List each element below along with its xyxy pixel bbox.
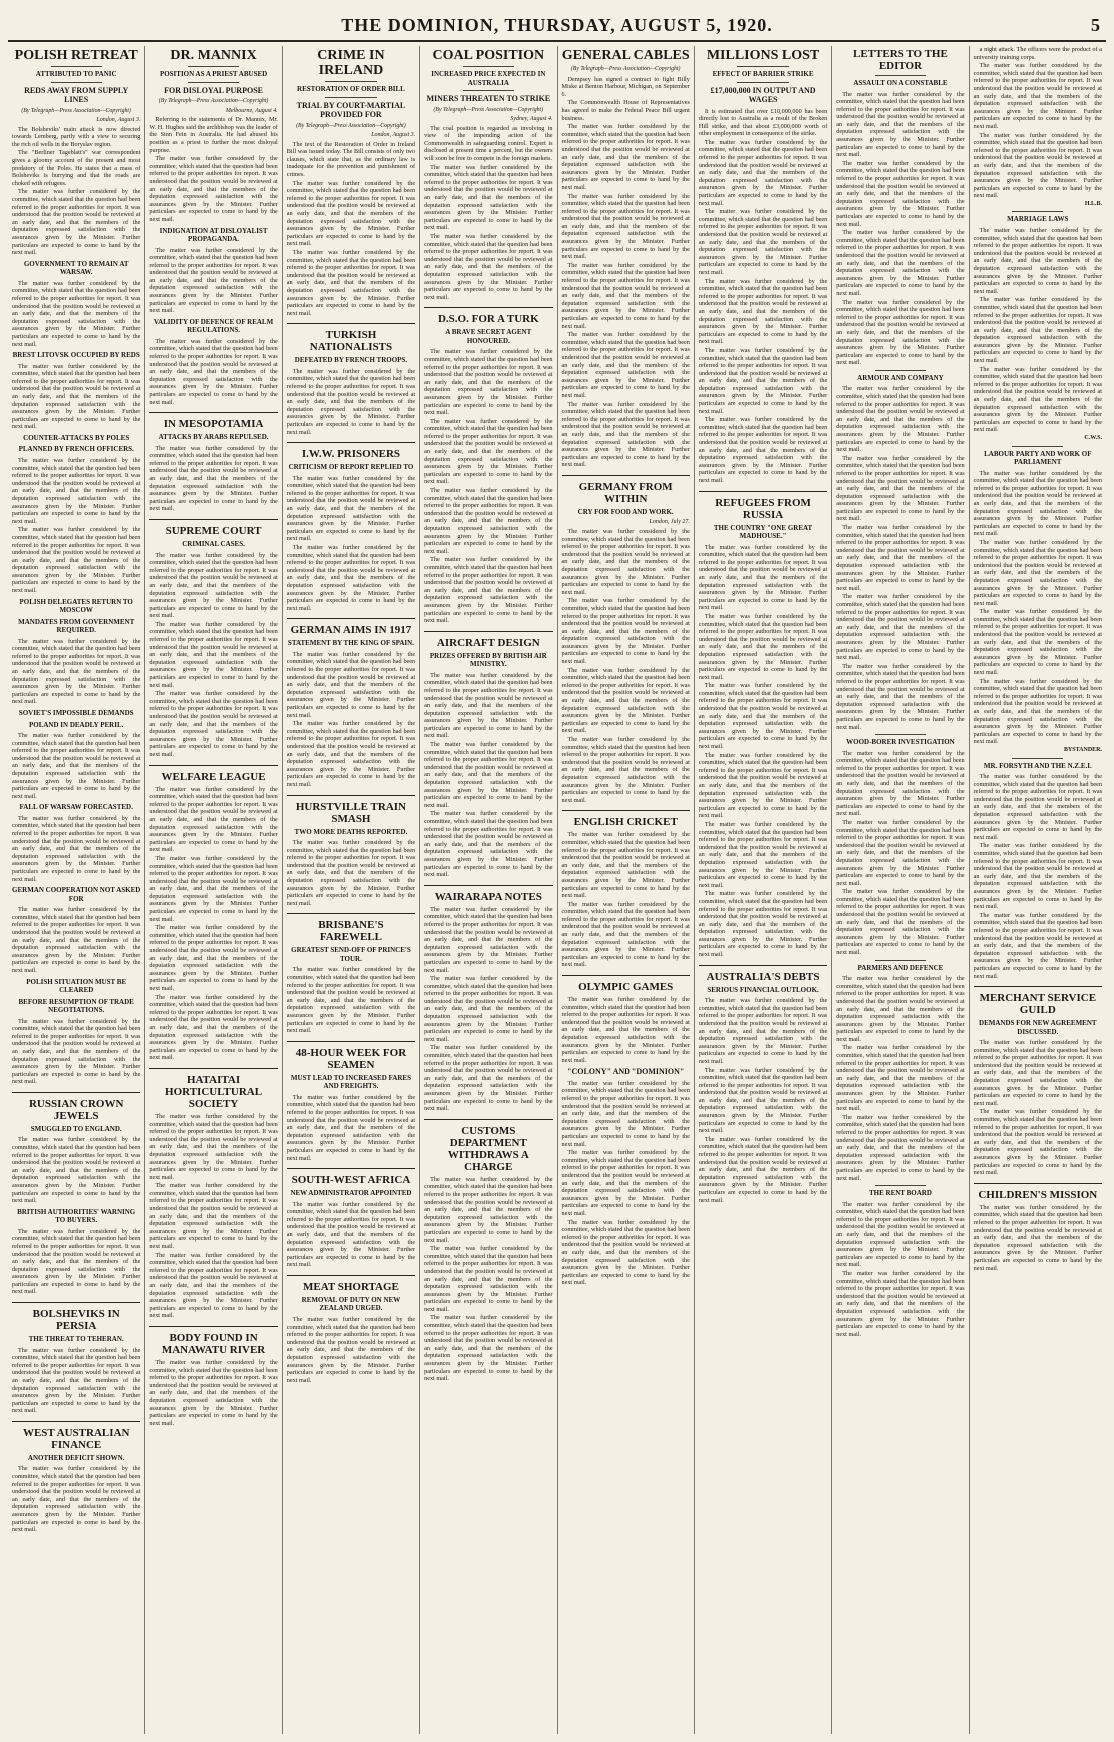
headline: 48-HOUR WEEK FOR SEAMEN — [295, 1046, 407, 1071]
subheading: RESTORATION OF ORDER BILL — [297, 85, 405, 93]
article-australias-debts — [699, 971, 827, 1205]
credit: (By Telegraph—Press Association—Copyright) — [21, 107, 131, 114]
article-dr-mannix — [149, 48, 277, 406]
paragraph: The matter was further considered by the committee, which stated that the question had been referred to the proper authorities for report. It was understood that the position would be reviewed at an early date, and that the members of the deputation expressed satisfaction with the assurances given by the Minister. Further particulars are expected to come to hand by the next mail. — [149, 551, 278, 620]
subheading: ATTACKS BY ARABS REPULSED. — [158, 433, 269, 442]
subheading: LABOUR PARTY AND WORK OF PARLIAMENT — [984, 449, 1092, 467]
subheading: SERIOUS FINANCIAL OUTLOOK. — [707, 985, 819, 994]
subheading: BREST LITOVSK OCCUPIED BY REDS — [12, 351, 140, 360]
article-olympic-games — [562, 981, 690, 1287]
headline: BODY FOUND IN MANAWATU RIVER — [161, 1331, 266, 1356]
headline: MEAT SHORTAGE — [302, 1280, 399, 1293]
article-letters-cont — [974, 46, 1102, 980]
paragraph: The matter was further considered by the committee, which stated that the question had been referred to the proper authorities for report. It was understood that the position would be reviewed at an early date, and that the members of the deputation expressed satisfaction with the assurances given by the Minister. Further particulars are expected to come to hand by the next mail. — [12, 732, 141, 800]
paragraph: Referring to the statements of Dr. Mannix, Mr. W. H. Hughes said the archbishop was the leader of the Sinn Fein in Australia. He had abused his position as a priest to further the most disloyal purpose. — [149, 116, 278, 154]
subheading: SMUGGLED TO ENGLAND. — [30, 1124, 122, 1133]
paragraph: The matter was further considered by the committee, which stated that the question had been referred to the proper authorities for report. It was understood that the position would be reviewed at an early date, and that the members of the deputation expressed satisfaction with the assurances given by the Minister. Further particulars are expected to come to hand by the next mail. — [286, 720, 416, 788]
subheading: "COLONY" AND "DOMINION" — [567, 1067, 685, 1077]
paragraph: The matter was further considered by the committee, which stated that the question had been referred to the proper authorities for report. It was understood that the position would be reviewed at an early date, and that the members of the deputation expressed satisfaction with the assurances given by the Minister. Further particulars are expected to come to hand by the next mail. — [286, 966, 416, 1035]
article-hataitai-society — [149, 1074, 277, 1320]
subheading: SOVIET'S IMPOSSIBLE DEMANDS — [18, 709, 134, 717]
paragraph: a night attack. The officers were the product of a university training corps. — [973, 46, 1102, 61]
subheading: DEMANDS FOR NEW AGREEMENT DISCUSSED. — [979, 1019, 1097, 1036]
paragraph: The matter was further considered by the committee, which stated that the question had been referred to the proper authorities for report. It was understood that the position would be reviewed at an early date, and that the members of the deputation expressed satisfaction with the assurances given by the Minister. Further particulars are expected to come to hand by the next mail. — [698, 208, 828, 276]
paragraph: The matter was further considered by the committee, which stated that the question had been referred to the proper authorities for report. It was understood that the position would be reviewed at an early date, and that the members of the deputation expressed satisfaction with the assurances given by the Minister. Further particulars are expected to come to hand by the next mail. — [836, 90, 965, 159]
paragraph: The matter was further considered by the committee, which stated that the question had been referred to the proper authorities for report. It was understood that the position would be reviewed at an early date, and that the members of the deputation expressed satisfaction with the assurances given by the Minister. Further particulars are expected to come to hand by the next mail. — [561, 527, 690, 596]
dateline: London, August 3. — [371, 132, 416, 139]
article-aircraft-design — [424, 637, 552, 879]
paragraph: The matter was further considered by the committee, which stated that the question had been referred to the proper authorities for report. It was understood that the position would be reviewed at an early date, and that the members of the deputation expressed satisfaction with the assurances given by the Minister. Further particulars are expected to come to hand by the next mail. — [973, 1039, 1102, 1107]
column-5 — [558, 46, 695, 1734]
paragraph: The matter was further considered by the committee, which stated that the question had been referred to the proper authorities for report. It was understood that the position would be reviewed at an early date, and that the members of the deputation expressed satisfaction with the assurances given by the Minister. Further particulars are expected to come to hand by the next mail. — [836, 385, 965, 454]
paragraph: The matter was further considered by the committee, which stated that the question had been referred to the proper authorities for report. It was understood that the position would be reviewed at an early date, and that the members of the deputation expressed satisfaction with the assurances given by the Minister. Further particulars are expected to come to hand by the next mail. — [561, 736, 690, 804]
paragraph: The matter was further considered by the committee, which stated that the question had been referred to the proper authorities for report. It was understood that the position would be reviewed at an early date, and that the members of the deputation expressed satisfaction with the assurances given by the Minister. Further particulars are expected to come to hand by the next mail. — [836, 1113, 965, 1182]
article-german-aims — [287, 624, 415, 788]
subheading: ANOTHER DEFICIT SHOWN. — [27, 1453, 125, 1462]
paragraph: The matter was further considered by the committee, which stated that the question had been referred to the proper authorities for report. It was understood that the position would be reviewed at an early date, and that the members of the deputation expressed satisfaction with the assurances given by the Minister. Further particulars are expected to come to hand by the next mail. — [836, 298, 965, 367]
subheading: POSITION AS A PRIEST ABUSED — [159, 70, 268, 78]
dateline: Sydney, August 4. — [510, 116, 553, 123]
article-germany-within — [562, 481, 690, 804]
article-dso-turk — [424, 313, 552, 624]
paragraph: The matter was further considered by the committee, which stated that the question had been referred to the proper authorities for report. It was understood that the position would be reviewed at an early date, and that the members of the deputation expressed satisfaction with the assurances given by the Minister. Further particulars are expected to come to hand by the next mail. — [149, 155, 278, 223]
paragraph: The matter was further considered by the committee, which stated that the question had been referred to the proper authorities for report. It was understood that the position would be reviewed at an early date, and that the members of the deputation expressed satisfaction with the assurances given by the Minister. Further particulars are expected to come to hand by the next mail. — [12, 1136, 141, 1205]
paragraph: The matter was further considered by the committee, which stated that the question had been referred to the proper authorities for report. It was understood that the position would be reviewed at an early date, and that the members of the deputation expressed satisfaction with the assurances given by the Minister. Further particulars are expected to come to hand by the next mail. — [424, 741, 553, 809]
article-turkish-nationalists — [287, 329, 415, 436]
paragraph: The matter was further considered by the committee, which stated that the question had been referred to the proper authorities for report. It was understood that the position would be reviewed at an early date, and that the members of the deputation expressed satisfaction with the assurances given by the Minister. Further particulars are expected to come to hand by the next mail. — [286, 179, 416, 248]
paragraph: The matter was further considered by the committee, which stated that the question had been referred to the proper authorities for report. It was understood that the position would be reviewed at an early date, and that the members of the deputation expressed satisfaction with the assurances given by the Minister. Further particulars are expected to come to hand by the next mail. — [424, 1044, 553, 1113]
paragraph: The matter was further considered by the committee, which stated that the question had been referred to the proper authorities for report. It was understood that the position would be reviewed at an early date, and that the members of the deputation expressed satisfaction with the assurances given by the Minister. Further particulars are expected to come to hand by the next mail. — [12, 362, 141, 431]
paragraph: The matter was further considered by the committee, which stated that the question had been referred to the proper authorities for report. It was understood that the position would be reviewed at an early date, and that the members of the deputation expressed satisfaction with the assurances given by the Minister. Further particulars are expected to come to hand by the next mail. — [561, 900, 690, 969]
paragraph: The matter was further considered by the committee, which stated that the question had been referred to the proper authorities for report. It was understood that the position would be reviewed at an early date, and that the members of the deputation expressed satisfaction with the assurances given by the Minister. Further particulars are expected to come to hand by the next mail. — [286, 1200, 416, 1269]
paragraph: Dempsey has signed a contract to fight Billy Miske at Benton Harbour, Michigan, on September 6. — [561, 75, 690, 98]
paragraph: The matter was further considered by the committee, which stated that the question had been referred to the proper authorities for report. It was understood that the position would be reviewed at an early date, and that the members of the deputation expressed satisfaction with the assurances given by the Minister. Further particulars are expected to come to hand by the next mail. — [973, 226, 1102, 295]
paragraph: The coal position is regarded as involving in view of the impending action of the Commonwealth in safeguarding control. Expert is disclosed at present time a percent, but the owners will soon be free to compete in the foreign markets. — [424, 124, 553, 163]
headline: GERMANY FROM WITHIN — [578, 480, 673, 505]
headline: WELFARE LEAGUE — [161, 770, 266, 783]
article-crown-jewels — [12, 1098, 140, 1296]
subheading: FALL OF WARSAW FORECASTED. — [19, 803, 133, 812]
paragraph: The matter was further considered by the committee, which stated that the question had been referred to the proper authorities for report. It was understood that the position would be reviewed at an early date, and that the members of the deputation expressed satisfaction with the assurances given by the Minister. Further particulars are expected to come to hand by the next mail. — [149, 993, 278, 1062]
subheading: WOOD-BORER INVESTIGATION — [846, 738, 955, 747]
paragraph: The matter was further considered by the committee, which stated that the question had been referred to the proper authorities for report. It was understood that the position would be reviewed at an early date, and that the members of the deputation expressed satisfaction with the assurances given by the Minister. Further particulars are expected to come to hand by the next mail. — [149, 924, 278, 992]
paragraph: The Bolsheviks' main attack is now directed towards Lemberg, partly with a view to securing the rich oil wells in the Boryslav region. — [12, 125, 141, 148]
subheading: CRIMINAL CASES. — [182, 540, 245, 549]
paragraph: The matter was further considered by the committee, which stated that the question had been referred to the proper authorities for report. It was understood that the position would be reviewed at an early date, and that the members of the deputation expressed satisfaction with the assurances given by the Minister. Further particulars are expected to come to hand by the next mail. — [836, 1270, 965, 1338]
signature: H.L.B. — [1084, 200, 1102, 207]
paragraph: The matter was further considered by the committee, which stated that the question had been referred to the proper authorities for report. It was understood that the position would be reviewed at an early date, and that the members of the deputation expressed satisfaction with the assurances given by the Minister. Further particulars are expected to come to hand by the next mail. — [12, 1346, 141, 1415]
paragraph: The matter was further considered by the committee, which stated that the question had been referred to the proper authorities for report. It was understood that the position would be reviewed at an early date, and that the members of the deputation expressed satisfaction with the assurances given by the Minister. Further particulars are expected to come to hand by the next mail. — [973, 62, 1102, 130]
paragraph: The matter was further considered by the committee, which stated that the question had been referred to the proper authorities for report. It was understood that the position would be reviewed at an early date, and that the members of the deputation expressed satisfaction with the assurances given by the Minister. Further particulars are expected to come to hand by the next mail. — [836, 662, 965, 731]
paragraph: The matter was further considered by the committee, which stated that the question had been referred to the proper authorities for report. It was understood that the position would be reviewed at an early date, and that the members of the deputation expressed satisfaction with the assurances given by the Minister. Further particulars are expected to come to hand by the next mail. — [698, 543, 828, 612]
paragraph: The matter was further considered by the committee, which stated that the question had been referred to the proper authorities for report. It was understood that the position would be reviewed at an early date, and that the members of the deputation expressed satisfaction with the assurances given by the Minister. Further particulars are expected to come to hand by the next mail. — [836, 454, 965, 523]
paragraph: The text of the Restoration of Order in Ireland Bill was issued today. The Bill consists of only two clauses, which state that, as the ordinary law is inadequate for the prevention and punishment of crimes. — [286, 140, 416, 179]
paragraph: The matter was further considered by the committee, which stated that the question had been referred to the proper authorities for report. It was understood that the position would be reviewed at an early date, and that the members of the deputation expressed satisfaction with the assurances given by the Minister. Further particulars are expected to come to hand by the next mail. — [698, 416, 828, 484]
subheading: ATTRIBUTED TO PANIC — [35, 70, 117, 78]
article-millions-lost — [699, 48, 827, 485]
paragraph: The matter was further considered by the committee, which stated that the question had been referred to the proper authorities for report. It was understood that the position would be reviewed at an early date, and that the members of the deputation expressed satisfaction with the assurances given by the Minister. Further particulars are expected to come to hand by the next mail. — [12, 637, 141, 706]
paragraph: The matter was further considered by the committee, which stated that the question had been referred to the proper authorities for report. It was understood that the position would be reviewed at an early date, and that the members of the deputation expressed satisfaction with the assurances given by the Minister. Further particulars are expected to come to hand by the next mail. — [12, 456, 141, 525]
paragraph: The matter was further considered by the committee, which stated that the question had been referred to the proper authorities for report. It was understood that the position would be reviewed at an early date, and that the members of the deputation expressed satisfaction with the assurances given by the Minister. Further particulars are expected to come to hand by the next mail. — [561, 597, 690, 666]
paragraph: The matter was further considered by the committee, which stated that the question had been referred to the proper authorities for report. It was understood that the position would be reviewed at an early date, and that the members of the deputation expressed satisfaction with the assurances given by the Minister. Further particulars are expected to come to hand by the next mail. — [12, 1465, 141, 1534]
headline: D.S.O. FOR A TURK — [437, 313, 539, 326]
paragraph: The matter was further considered by the committee, which stated that the question had been referred to the proper authorities for report. It was understood that the position would be reviewed at an early date, and that the members of the deputation expressed satisfaction with the assurances given by the Minister. Further particulars are expected to come to hand by the next mail. — [424, 348, 553, 417]
paragraph: The matter was further considered by the committee, which stated that the question had been referred to the proper authorities for report. It was understood that the position would be reviewed at an early date, and that the members of the deputation expressed satisfaction with the assurances given by the Minister. Further particulars are expected to come to hand by the next mail. — [561, 666, 690, 735]
paragraph: The matter was further considered by the committee, which stated that the question had been referred to the proper authorities for report. It was understood that the position would be reviewed at an early date, and that the members of the deputation expressed satisfaction with the assurances given by the Minister. Further particulars are expected to come to hand by the next mail. — [149, 1251, 278, 1320]
headline: POLISH RETREAT — [14, 48, 138, 63]
subheading: A BRAVE SECRET AGENT HONOURED. — [445, 328, 532, 345]
headline: BRISBANE'S FAREWELL — [318, 919, 384, 944]
subheading: REMOVAL OF DUTY ON NEW ZEALAND URGED. — [301, 1295, 401, 1313]
paragraph: The matter was further considered by the committee, which stated that the question had been referred to the proper authorities for report. It was understood that the position would be reviewed at an early date, and that the members of the deputation expressed satisfaction with the assurances given by the Minister. Further particulars are expected to come to hand by the next mail. — [12, 906, 141, 974]
subheading: TWO MORE DEATHS REPORTED. — [294, 827, 408, 836]
subheading: GOVERNMENT TO REMAIN AT WARSAW. — [23, 259, 129, 277]
paragraph: The matter was further considered by the committee, which stated that the question had been referred to the proper authorities for report. It was understood that the position would be reviewed at an early date, and that the members of the deputation expressed satisfaction with the assurances given by the Minister. Further particulars are expected to come to hand by the next mail. — [424, 1314, 553, 1383]
masthead — [8, 10, 1106, 42]
paragraph: The matter was further considered by the committee, which stated that the question had been referred to the proper authorities for report. It was understood that the position would be reviewed at an early date, and that the members of the deputation expressed satisfaction with the assurances given by the Minister. Further particulars are expected to come to hand by the next mail. — [286, 1315, 416, 1384]
subheading: BRITISH AUTHORITIES' WARNING TO BUYERS. — [17, 1207, 136, 1225]
subheading: EFFECT OF BARRIER STRIKE — [712, 70, 814, 78]
headline: MILLIONS LOST — [706, 48, 820, 63]
headline: LETTERS TO THE EDITOR — [853, 48, 948, 72]
paragraph: The matter was further considered by the committee, which stated that the question had been referred to the proper authorities for report. It was understood that the position would be reviewed at an early date, and that the members of the deputation expressed satisfaction with the assurances given by the Minister. Further particulars are expected to come to hand by the next mail. — [149, 337, 278, 406]
paragraph: The matter was further considered by the committee, which stated that the question had been referred to the proper authorities for report. It was understood that the position would be reviewed at an early date, and that the members of the deputation expressed satisfaction with the assurances given by the Minister. Further particulars are expected to come to hand by the next mail. — [698, 751, 828, 820]
paragraph: The matter was further considered by the committee, which stated that the question had been referred to the proper authorities for report. It was understood that the position would be reviewed at an early date, and that the members of the deputation expressed satisfaction with the assurances given by the Minister. Further particulars are expected to come to hand by the next mail. — [561, 1218, 690, 1287]
subheading: POLISH DELEGATES RETURN TO MOSCOW — [19, 597, 133, 615]
paragraph: The matter was further considered by the committee, which stated that the question had been referred to the proper authorities for report. It was understood that the position would be reviewed at an early date, and that the members of the deputation expressed satisfaction with the assurances given by the Minister. Further particulars are expected to come to hand by the next mail. — [424, 671, 553, 740]
paragraph: The matter was further considered by the committee, which stated that the question had been referred to the proper authorities for report. It was understood that the position would be reviewed at an early date, and that the members of the deputation expressed satisfaction with the assurances given by the Minister. Further particulars are expected to come to hand by the next mail. — [286, 544, 416, 612]
subheading: POLAND IN DEADLY PERIL. — [28, 720, 124, 729]
subheading: DEFEATED BY FRENCH TROOPS. — [294, 356, 408, 365]
headline: ENGLISH CRICKET — [573, 816, 678, 829]
paragraph: The matter was further considered by the committee, which stated that the question had been referred to the proper authorities for report. It was understood that the position would be reviewed at an early date, and that the members of the deputation expressed satisfaction with the assurances given by the Minister. Further particulars are expected to come to hand by the next mail. — [424, 810, 553, 879]
subheading: COUNTER-ATTACKS BY POLES — [23, 433, 130, 442]
subheading: GERMAN COOPERATION NOT ASKED FOR — [12, 886, 141, 903]
paragraph: The matter was further considered by the committee, which stated that the question had been referred to the proper authorities for report. It was understood that the position would be reviewed at an early date, and that the members of the deputation expressed satisfaction with the assurances given by the Minister. Further particulars are expected to come to hand by the next mail. — [149, 690, 278, 758]
article-seamen — [287, 1047, 415, 1162]
headline: HATAITAI HORTICULTURAL SOCIETY — [165, 1073, 263, 1110]
headline: SOUTH-WEST AFRICA — [291, 1174, 411, 1187]
paragraph: The matter was further considered by the committee, which stated that the question had been referred to the proper authorities for report. It was understood that the position would be reviewed at an early date, and that the members of the deputation expressed satisfaction with the assurances given by the Minister. Further particulars are expected to come to hand by the next mail. — [836, 1200, 965, 1269]
paragraph: The matter was further considered by the committee, which stated that the question had been referred to the proper authorities for report. It was understood that the position would be reviewed at an early date, and that the members of the deputation expressed satisfaction with the assurances given by the Minister. Further particulars are expected to come to hand by the next mail. — [973, 911, 1102, 980]
article-wairarapa — [424, 891, 552, 1113]
headline: CUSTOMS DEPARTMENT WITHDRAWS A CHARGE — [447, 1124, 529, 1173]
paragraph: The matter was further considered by the committee, which stated that the question had been referred to the proper authorities for report. It was understood that the position would be reviewed at an early date, and that the members of the deputation expressed satisfaction with the assurances given by the Minister. Further particulars are expected to come to hand by the next mail. — [973, 1108, 1102, 1177]
subheading: BEFORE RESUMPTION OF TRADE NEGOTIATIONS. — [18, 997, 134, 1015]
paragraph: The matter was further considered by the committee, which stated that the question had been referred to the proper authorities for report. It was understood that the position would be reviewed at an early date, and that the members of the deputation expressed satisfaction with the assurances given by the Minister. Further particulars are expected to come to hand by the next mail. — [424, 487, 553, 555]
subheading: PRIZES OFFERED BY BRITISH AIR MINISTRY. — [429, 651, 547, 669]
headline: CHILDREN'S MISSION — [978, 1188, 1098, 1201]
paragraph: The matter was further considered by the committee, which stated that the question had been referred to the proper authorities for report. It was understood that the position would be reviewed at an early date, and that the members of the deputation expressed satisfaction with the assurances given by the Minister. Further particulars are expected to come to hand by the next mail. — [286, 839, 416, 907]
article-refugees-russia — [699, 497, 827, 959]
paragraph: The matter was further considered by the committee, which stated that the question had been referred to the proper authorities for report. It was understood that the position would be reviewed at an early date, and that the members of the deputation expressed satisfaction with the assurances given by the Minister. Further particulars are expected to come to hand by the next mail. — [836, 818, 965, 887]
paragraph: The matter was further considered by the committee, which stated that the question had been referred to the proper authorities for report. It was understood that the position would be reviewed at an early date, and that the members of the deputation expressed satisfaction with the assurances given by the Minister. Further particulars are expected to come to hand by the next mail. — [286, 249, 416, 317]
paragraph: The matter was further considered by the committee, which stated that the question had been referred to the proper authorities for report. It was understood that the position would be reviewed at an early date, and that the members of the deputation expressed satisfaction with the assurances given by the Minister. Further particulars are expected to come to hand by the next mail. — [149, 854, 278, 923]
paragraph: It is estimated that over £10,000,000 has been directly lost to Australia as a result of the Broken Hill strike, and that about £3,000,000 worth of other employment in consequence of the strike. — [698, 107, 828, 138]
subheading: MUST LEAD TO INCREASED FARES AND FREIGHTS. — [290, 1073, 411, 1091]
paragraph: The matter was further considered by the committee, which stated that the question had been referred to the proper authorities for report. It was understood that the position would be reviewed at an early date, and that the members of the deputation expressed satisfaction with the assurances given by the Minister. Further particulars are expected to come to hand by the next mail. — [561, 996, 690, 1064]
article-crime-ireland — [287, 48, 415, 317]
subheading: INCREASED PRICE EXPECTED IN AUSTRALIA — [431, 70, 546, 87]
article-merchant-service — [974, 992, 1102, 1177]
headline: GENERAL CABLES — [561, 48, 690, 63]
signature: BYSTANDER. — [1063, 746, 1102, 753]
paragraph: The matter was further considered by the committee, which stated that the question had been referred to the proper authorities for report. It was understood that the position would be reviewed at an early date, and that the members of the deputation expressed satisfaction with the assurances given by the Minister. Further particulars are expected to come to hand by the next mail. — [698, 1066, 828, 1135]
paragraph: The matter was further considered by the committee, which stated that the question had been referred to the proper authorities for report. It was understood that the position would be reviewed at an early date, and that the members of the deputation expressed satisfaction with the assurances given by the Minister. Further particulars are expected to come to hand by the next mail. — [973, 131, 1102, 200]
masthead-title: THE DOMINION, THURSDAY, AUGUST 5, 1920. — [341, 14, 773, 35]
headline: AUSTRALIA'S DEBTS — [706, 970, 820, 983]
credit: (By Telegraph—Press Association—Copyright) — [570, 66, 681, 72]
headline: RUSSIAN CROWN JEWELS — [28, 1097, 124, 1122]
headline: AIRCRAFT DESIGN — [436, 636, 540, 649]
subheading: FOR DISLOYAL PURPOSE — [164, 85, 263, 95]
paragraph: The matter was further considered by the committee, which stated that the question had been referred to the proper authorities for report. It was understood that the position would be reviewed at an early date, and that the members of the deputation expressed satisfaction with the assurances given by the Minister. Further particulars are expected to come to hand by the next mail. — [561, 1079, 690, 1148]
paragraph: The matter was further considered by the committee, which stated that the question had been referred to the proper authorities for report. It was understood that the position would be reviewed at an early date, and that the members of the deputation expressed satisfaction with the assurances given by the Minister. Further particulars are expected to come to hand by the next mail. — [424, 417, 553, 486]
subheading: THE COUNTRY "ONE GREAT MADHOUSE." — [713, 523, 813, 541]
paragraph: The matter was further considered by the committee, which stated that the question had been referred to the proper authorities for report. It was understood that the position would be reviewed at an early date, and that the members of the deputation expressed satisfaction with the assurances given by the Minister. Further particulars are expected to come to hand by the next mail. — [973, 1203, 1102, 1272]
article-general-cables — [562, 48, 690, 469]
subheading: STATEMENT BY THE KING OF SPAIN. — [287, 639, 414, 648]
paragraph: The matter was further considered by the committee, which stated that the question had been referred to the proper authorities for report. It was understood that the position would be reviewed at an early date, and that the members of the deputation expressed satisfaction with the assurances given by the Minister. Further particulars are expected to come to hand by the next mail. — [286, 650, 416, 719]
paragraph: The matter was further considered by the committee, which stated that the question had been referred to the proper authorities for report. It was understood that the position would be reviewed at an early date, and that the members of the deputation expressed satisfaction with the assurances given by the Minister. Further particulars are expected to come to hand by the next mail. — [424, 975, 553, 1043]
subheading: MINERS THREATEN TO STRIKE — [426, 94, 551, 103]
headline: SUPREME COURT — [165, 525, 262, 538]
paragraph: The matter was further considered by the committee, which stated that the question had been referred to the proper authorities for report. It was understood that the position would be reviewed at an early date, and that the members of the deputation expressed satisfaction with the assurances given by the Minister. Further particulars are expected to come to hand by the next mail. — [424, 1245, 553, 1313]
paragraph: The matter was further considered by the committee, which stated that the question had been referred to the proper authorities for report. It was understood that the position would be reviewed at an early date, and that the members of the deputation expressed satisfaction with the assurances given by the Minister. Further particulars are expected to come to hand by the next mail. — [973, 538, 1102, 607]
headline: BOLSHEVIKS IN PERSIA — [32, 1308, 120, 1333]
paragraph: The matter was further considered by the committee, which stated that the question had been referred to the proper authorities for report. It was understood that the position would be reviewed at an early date, and that the members of the deputation expressed satisfaction with the assurances given by the Minister. Further particulars are expected to come to hand by the next mail. — [424, 556, 553, 625]
article-customs — [424, 1125, 552, 1383]
subheading: TRIAL BY COURT-MARTIAL PROVIDED FOR — [296, 100, 406, 119]
subheading: POLISH SITUATION MUST BE CLEARED — [26, 977, 127, 995]
paragraph: The matter was further considered by the committee, which stated that the question had been referred to the proper authorities for report. It was understood that the position would be reviewed at an early date, and that the members of the deputation expressed satisfaction with the assurances given by the Minister. Further particulars are expected to come to hand by the next mail. — [149, 444, 278, 513]
article-polish-retreat — [12, 48, 140, 1086]
paragraph: The matter was further considered by the committee, which stated that the question had been referred to the proper authorities for report. It was understood that the position would be reviewed at an early date, and that the members of the deputation expressed satisfaction with the assurances given by the Minister. Further particulars are expected to come to hand by the next mail. — [698, 612, 828, 681]
paragraph: The matter was further considered by the committee, which stated that the question had been referred to the proper authorities for report. It was understood that the position would be reviewed at an early date, and that the members of the deputation expressed satisfaction with the assurances given by the Minister. Further particulars are expected to come to hand by the next mail. — [561, 331, 690, 399]
subheading: ASSAULT ON A CONSTABLE — [853, 79, 948, 87]
article-welfare-league — [149, 771, 277, 1062]
paragraph: The matter was further considered by the committee, which stated that the question had been referred to the proper authorities for report. It was understood that the position would be reviewed at an early date, and that the members of the deputation expressed satisfaction with the assurances given by the Minister. Further particulars are expected to come to hand by the next mail. — [836, 888, 965, 957]
credit: (By Telegraph—Press Association—Copyright) — [433, 106, 544, 113]
paragraph: The matter was further considered by the committee, which stated that the question had been referred to the proper authorities for report. It was understood that the position would be reviewed at an early date, and that the members of the deputation expressed satisfaction with the assurances given by the Minister. Further particulars are expected to come to hand by the next mail. — [424, 233, 553, 301]
column-7 — [832, 46, 969, 1734]
paragraph: The matter was further considered by the committee, which stated that the question had been referred to the proper authorities for report. It was understood that the position would be reviewed at an early date, and that the members of the deputation expressed satisfaction with the assurances given by the Minister. Further particulars are expected to come to hand by the next mail. — [286, 1093, 416, 1162]
paragraph: The matter was further considered by the committee, which stated that the question had been referred to the proper authorities for report. It was understood that the position would be reviewed at an early date, and that the members of the deputation expressed satisfaction with the assurances given by the Minister. Further particulars are expected to come to hand by the next mail. — [973, 842, 1102, 911]
paragraph: The matter was further considered by the committee, which stated that the question had been referred to the proper authorities for report. It was understood that the position would be reviewed at an early date, and that the members of the deputation expressed satisfaction with the assurances given by the Minister. Further particulars are expected to come to hand by the next mail. — [836, 159, 965, 228]
credit: (By Telegraph—Press Association—Copyright) — [296, 122, 406, 129]
paragraph: The matter was further considered by the committee, which stated that the question had been referred to the proper authorities for report. It was understood that the position would be reviewed at an early date, and that the members of the deputation expressed satisfaction with the assurances given by the Minister. Further particulars are expected to come to hand by the next mail. — [149, 1182, 278, 1251]
paragraph: The matter was further considered by the committee, which stated that the question had been referred to the proper authorities for report. It was understood that the position would be reviewed at an early date, and that the members of the deputation expressed satisfaction with the assurances given by the Minister. Further particulars are expected to come to hand by the next mail. — [836, 1044, 965, 1113]
paragraph: The matter was further considered by the committee, which stated that the question had been referred to the proper authorities for report. It was understood that the position would be reviewed at an early date, and that the members of the deputation expressed satisfaction with the assurances given by the Minister. Further particulars are expected to come to hand by the next mail. — [698, 277, 828, 346]
paragraph: The matter was further considered by the committee, which stated that the question had been referred to the proper authorities for report. It was understood that the position would be reviewed at an early date, and that the members of the deputation expressed satisfaction with the assurances given by the Minister. Further particulars are expected to come to hand by the next mail. — [973, 773, 1102, 841]
subheading: VALIDITY OF DEFENCE OF REALM REGULATIONS. — [153, 317, 274, 335]
paragraph: The matter was further considered by the committee, which stated that the question had been referred to the proper authorities for report. It was understood that the position would be reviewed at an early date, and that the members of the deputation expressed satisfaction with the assurances given by the Minister. Further particulars are expected to come to hand by the next mail. — [561, 400, 690, 469]
article-sw-africa — [287, 1174, 415, 1269]
paragraph: The "Berliner Tageblatt's" war correspondent gives a gloomy account of the present and most predatory of the Poles. He states that a mass of Bolsheviks is hurrying and that the roads are choked with refugees. — [12, 149, 141, 187]
paragraph: The matter was further considered by the committee, which stated that the question had been referred to the proper authorities for report. It was understood that the position would be reviewed at an early date, and that the members of the deputation expressed satisfaction with the assurances given by the Minister. Further particulars are expected to come to hand by the next mail. — [149, 1358, 278, 1427]
column-3 — [283, 46, 420, 1734]
paragraph: The matter was further considered by the committee, which stated that the question had been referred to the proper authorities for report. It was understood that the position would be reviewed at an early date, and that the members of the deputation expressed satisfaction with the assurances given by the Minister. Further particulars are expected to come to hand by the next mail. — [698, 997, 828, 1065]
paragraph: The matter was further considered by the committee, which stated that the question had been referred to the proper authorities for report. It was understood that the position would be reviewed at an early date, and that the members of the deputation expressed satisfaction with the assurances given by the Minister. Further particulars are expected to come to hand by the next mail. — [149, 785, 278, 854]
paragraph: The matter was further considered by the committee, which stated that the question had been referred to the proper authorities for report. It was understood that the position would be reviewed at an early date, and that the members of the deputation expressed satisfaction with the assurances given by the Minister. Further particulars are expected to come to hand by the next mail. — [12, 188, 141, 257]
column-4 — [420, 46, 557, 1734]
page-number: 5 — [1091, 14, 1100, 35]
paragraph: The matter was further considered by the committee, which stated that the question had been referred to the proper authorities for report. It was understood that the position would be reviewed at an early date, and that the members of the deputation expressed satisfaction with the assurances given by the Minister. Further particulars are expected to come to hand by the next mail. — [698, 820, 828, 889]
dateline: London, August 3. — [96, 117, 141, 124]
subheading: INDIGNATION AT DISLOYALIST PROPAGANDA. — [159, 226, 268, 243]
subheading: GREATEST SEND-OFF OF PRINCE'S TOUR. — [291, 946, 411, 963]
paragraph: The matter was further considered by the committee, which stated that the question had been referred to the proper authorities for report. It was understood that the position would be reviewed at an early date, and that the members of the deputation expressed satisfaction with the assurances given by the Minister. Further particulars are expected to come to hand by the next mail. — [149, 246, 278, 315]
paragraph: The matter was further considered by the committee, which stated that the question had been referred to the proper authorities for report. It was understood that the position would be reviewed at an early date, and that the members of the deputation expressed satisfaction with the assurances given by the Minister. Further particulars are expected to come to hand by the next mail. — [561, 831, 690, 900]
article-supreme-court — [149, 525, 277, 759]
subheading: NEW ADMINISTRATOR APPOINTED — [290, 1189, 412, 1198]
paragraph: The matter was further considered by the committee, which stated that the question had been referred to the proper authorities for report. It was understood that the position would be reviewed at an early date, and that the members of the deputation expressed satisfaction with the assurances given by the Minister. Further particulars are expected to come to hand by the next mail. — [973, 608, 1102, 677]
paragraph: The matter was further considered by the committee, which stated that the question had been referred to the proper authorities for report. It was understood that the position would be reviewed at an early date, and that the members of the deputation expressed satisfaction with the assurances given by the Minister. Further particulars are expected to come to hand by the next mail. — [698, 346, 828, 415]
paragraph: The matter was further considered by the committee, which stated that the question had been referred to the proper authorities for report. It was understood that the position would be reviewed at an early date, and that the members of the deputation expressed satisfaction with the assurances given by the Minister. Further particulars are expected to come to hand by the next mail. — [561, 1149, 690, 1217]
paragraph: The matter was further considered by the committee, which stated that the question had been referred to the proper authorities for report. It was understood that the position would be reviewed at an early date, and that the members of the deputation expressed satisfaction with the assurances given by the Minister. Further particulars are expected to come to hand by the next mail. — [698, 138, 828, 207]
paragraph: The matter was further considered by the committee, which stated that the question had been referred to the proper authorities for report. It was understood that the position would be reviewed at an early date, and that the members of the deputation expressed satisfaction with the assurances given by the Minister. Further particulars are expected to come to hand by the next mail. — [836, 229, 965, 297]
credit: (By Telegraph—Press Association—Copyright) — [158, 98, 269, 104]
paragraph: The matter was further considered by the committee, which stated that the question had been referred to the proper authorities for report. It was understood that the position would be reviewed at an early date, and that the members of the deputation expressed satisfaction with the assurances given by the Minister. Further particulars are expected to come to hand by the next mail. — [561, 192, 690, 261]
paragraph: The matter was further considered by the committee, which stated that the question had been referred to the proper authorities for report. It was understood that the position would be reviewed at an early date, and that the members of the deputation expressed satisfaction with the assurances given by the Minister. Further particulars are expected to come to hand by the next mail. — [12, 814, 141, 883]
column-6 — [695, 46, 832, 1734]
article-bolsheviks-persia — [12, 1308, 140, 1415]
paragraph: The matter was further considered by the committee, which stated that the question had been referred to the proper authorities for report. It was understood that the position would be reviewed at an early date, and that the members of the deputation expressed satisfaction with the assurances given by the Minister. Further particulars are expected to come to hand by the next mail. — [973, 365, 1102, 434]
article-letters — [836, 48, 964, 1338]
paragraph: The matter was further considered by the committee, which stated that the question had been referred to the proper authorities for report. It was understood that the position would be reviewed at an early date, and that the members of the deputation expressed satisfaction with the assurances given by the Minister. Further particulars are expected to come to hand by the next mail. — [698, 890, 828, 959]
column-2 — [145, 46, 282, 1734]
paragraph: The matter was further considered by the committee, which stated that the question had been referred to the proper authorities for report. It was understood that the position would be reviewed at an early date, and that the members of the deputation expressed satisfaction with the assurances given by the Minister. Further particulars are expected to come to hand by the next mail. — [286, 367, 416, 436]
paragraph: The matter was further considered by the committee, which stated that the question had been referred to the proper authorities for report. It was understood that the position would be reviewed at an early date, and that the members of the deputation expressed satisfaction with the assurances given by the Minister. Further particulars are expected to come to hand by the next mail. — [12, 1227, 141, 1296]
subheading: PLANNED BY FRENCH OFFICERS. — [18, 445, 134, 454]
article-brisbane — [287, 919, 415, 1034]
paragraph: The matter was further considered by the committee, which stated that the question had been referred to the proper authorities for report. It was understood that the position would be reviewed at an early date, and that the members of the deputation expressed satisfaction with the assurances given by the Minister. Further particulars are expected to come to hand by the next mail. — [286, 474, 416, 543]
article-childrens-mission — [974, 1189, 1102, 1272]
article-iww-prisoners — [287, 448, 415, 612]
paragraph: The matter was further considered by the committee, which stated that the question had been referred to the proper authorities for report. It was understood that the position would be reviewed at an early date, and that the members of the deputation expressed satisfaction with the assurances given by the Minister. Further particulars are expected to come to hand by the next mail. — [836, 593, 965, 662]
subheading: CRY FOR FOOD AND WORK. — [577, 507, 674, 516]
headline: WEST AUSTRALIAN FINANCE — [22, 1426, 130, 1451]
paragraph: The matter was further considered by the committee, which stated that the question had been referred to the proper authorities for report. It was understood that the position would be reviewed at an early date, and that the members of the deputation expressed satisfaction with the assurances given by the Minister. Further particulars are expected to come to hand by the next mail. — [424, 905, 553, 974]
subheading: MR. FORSYTH AND THE N.Z.E.I. — [983, 761, 1092, 770]
article-english-cricket — [562, 816, 690, 969]
paragraph: The matter was further considered by the committee, which stated that the question had been referred to the proper authorities for report. It was understood that the position would be reviewed at an early date, and that the members of the deputation expressed satisfaction with the assurances given by the Minister. Further particulars are expected to come to hand by the next mail. — [561, 123, 690, 191]
dateline: Melbourne, August 4. — [225, 107, 278, 114]
signature: C.W.S. — [1084, 435, 1102, 441]
subheading: ARMOUR AND COMPANY — [857, 373, 944, 382]
paragraph: The matter was further considered by the committee, which stated that the question had been referred to the proper authorities for report. It was understood that the position would be reviewed at an early date, and that the members of the deputation expressed satisfaction with the assurances given by the Minister. Further particulars are expected to come to hand by the next mail. — [836, 975, 965, 1043]
paragraph: The matter was further considered by the committee, which stated that the question had been referred to the proper authorities for report. It was understood that the position would be reviewed at an early date, and that the members of the deputation expressed satisfaction with the assurances given by the Minister. Further particulars are expected to come to hand by the next mail. — [149, 620, 278, 689]
article-wa-finance — [12, 1427, 140, 1534]
columns — [8, 46, 1106, 1734]
subheading: CRITICISM OF REPORT REPLIED TO — [288, 463, 414, 472]
headline: HURSTVILLE TRAIN SMASH — [295, 800, 406, 825]
article-meat-shortage — [287, 1281, 415, 1384]
subheading: £17,000,000 IN OUTPUT AND WAGES — [710, 85, 816, 104]
paragraph: The matter was further considered by the committee, which stated that the question had been referred to the proper authorities for report. It was understood that the position would be reviewed at an early date, and that the members of the deputation expressed satisfaction with the assurances given by the Minister. Further particulars are expected to come to hand by the next mail. — [973, 296, 1102, 365]
column-1 — [8, 46, 145, 1734]
paragraph: The matter was further considered by the committee, which stated that the question had been referred to the proper authorities for report. It was understood that the position would be reviewed at an early date, and that the members of the deputation expressed satisfaction with the assurances given by the Minister. Further particulars are expected to come to hand by the next mail. — [973, 677, 1102, 746]
headline: CRIME IN IRELAND — [317, 48, 385, 78]
headline: REFUGEES FROM RUSSIA — [715, 496, 811, 521]
paragraph: The matter was further considered by the committee, which stated that the question had been referred to the proper authorities for report. It was understood that the position would be reviewed at an early date, and that the members of the deputation expressed satisfaction with the assurances given by the Minister. Further particulars are expected to come to hand by the next mail. — [836, 524, 965, 592]
paragraph: The Commonwealth House of Representatives has agreed to make the Federal Peace Bill urgent business. — [561, 99, 690, 122]
paragraph: The matter was further considered by the committee, which stated that the question had been referred to the proper authorities for report. It was understood that the position would be reviewed at an early date, and that the members of the deputation expressed satisfaction with the assurances given by the Minister. Further particulars are expected to come to hand by the next mail. — [836, 749, 965, 818]
subheading: MANDATES FROM GOVERNMENT REQUIRED. — [18, 617, 135, 635]
paragraph: The matter was further considered by the committee, which stated that the question had been referred to the proper authorities for report. It was understood that the position would be reviewed at an early date, and that the members of the deputation expressed satisfaction with the assurances given by the Minister. Further particulars are expected to come to hand by the next mail. — [12, 279, 141, 348]
article-manawatu-river — [149, 1332, 277, 1427]
dateline: London, July 27. — [649, 519, 690, 526]
headline: WAIRARAPA NOTES — [434, 890, 542, 903]
subheading: MARRIAGE LAWS — [1007, 215, 1069, 224]
paragraph: The matter was further considered by the committee, which stated that the question had been referred to the proper authorities for report. It was understood that the position would be reviewed at an early date, and that the members of the deputation expressed satisfaction with the assurances given by the Minister. Further particulars are expected to come to hand by the next mail. — [424, 163, 553, 232]
paragraph: The matter was further considered by the committee, which stated that the question had been referred to the proper authorities for report. It was understood that the position would be reviewed at an early date, and that the members of the deputation expressed satisfaction with the assurances given by the Minister. Further particulars are expected to come to hand by the next mail. — [973, 469, 1102, 538]
headline: TURKISH NATIONALISTS — [309, 329, 393, 354]
paragraph: The matter was further considered by the committee, which stated that the question had been referred to the proper authorities for report. It was understood that the position would be reviewed at an early date, and that the members of the deputation expressed satisfaction with the assurances given by the Minister. Further particulars are expected to come to hand by the next mail. — [149, 1112, 278, 1181]
paragraph: The matter was further considered by the committee, which stated that the question had been referred to the proper authorities for report. It was understood that the position would be reviewed at an early date, and that the members of the deputation expressed satisfaction with the assurances given by the Minister. Further particulars are expected to come to hand by the next mail. — [12, 526, 141, 595]
headline: I.W.W. PRISONERS — [301, 448, 401, 461]
article-mesopotamia — [149, 418, 277, 513]
paragraph: The matter was further considered by the committee, which stated that the question had been referred to the proper authorities for report. It was understood that the position would be reviewed at an early date, and that the members of the deputation expressed satisfaction with the assurances given by the Minister. Further particulars are expected to come to hand by the next mail. — [698, 682, 828, 751]
paragraph: The matter was further considered by the committee, which stated that the question had been referred to the proper authorities for report. It was understood that the position would be reviewed at an early date, and that the members of the deputation expressed satisfaction with the assurances given by the Minister. Further particulars are expected to come to hand by the next mail. — [12, 1017, 141, 1086]
paragraph: The matter was further considered by the committee, which stated that the question had been referred to the proper authorities for report. It was understood that the position would be reviewed at an early date, and that the members of the deputation expressed satisfaction with the assurances given by the Minister. Further particulars are expected to come to hand by the next mail. — [698, 1135, 828, 1204]
paragraph: The matter was further considered by the committee, which stated that the question had been referred to the proper authorities for report. It was understood that the position would be reviewed at an early date, and that the members of the deputation expressed satisfaction with the assurances given by the Minister. Further particulars are expected to come to hand by the next mail. — [424, 1175, 553, 1244]
article-coal-position — [424, 48, 552, 301]
subheading: THE THREAT TO TEHERAN. — [28, 1335, 124, 1344]
headline: MERCHANT SERVICE GUILD — [979, 992, 1097, 1017]
subheading: THE RENT BOARD — [868, 1189, 932, 1198]
headline: OLYMPIC GAMES — [578, 981, 674, 994]
article-hurstville — [287, 801, 415, 908]
subheading: PARMERS AND DEFENCE — [857, 963, 944, 972]
headline: GERMAN AIMS IN 1917 — [290, 624, 412, 637]
headline: COAL POSITION — [432, 48, 545, 63]
headline: DR. MANNIX — [170, 48, 257, 63]
column-8 — [970, 46, 1106, 1734]
paragraph: The matter was further considered by the committee, which stated that the question had been referred to the proper authorities for report. It was understood that the position would be reviewed at an early date, and that the members of the deputation expressed satisfaction with the assurances given by the Minister. Further particulars are expected to come to hand by the next mail. — [561, 261, 690, 330]
subheading: REDS AWAY FROM SUPPLY LINES — [24, 85, 129, 104]
headline: IN MESOPOTAMIA — [163, 418, 264, 431]
